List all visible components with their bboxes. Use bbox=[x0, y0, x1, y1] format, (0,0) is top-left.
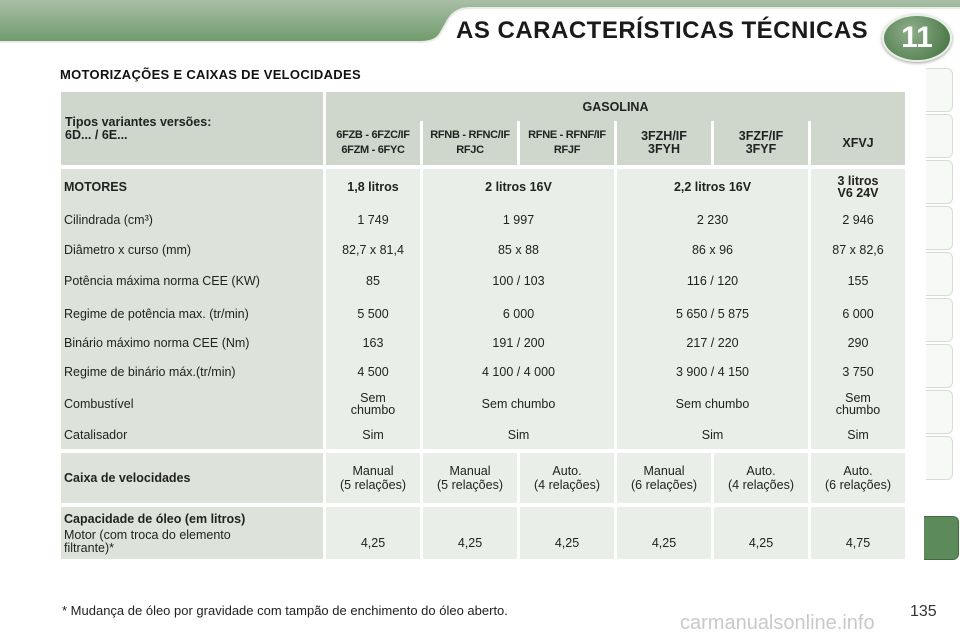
chapter-tab[interactable] bbox=[926, 160, 953, 204]
row-label: Regime de binário máx.(tr/min) bbox=[61, 356, 323, 387]
cell: 6 000 bbox=[423, 298, 614, 329]
row-label: Catalisador bbox=[61, 421, 323, 449]
cell: 85 x 88 bbox=[423, 235, 614, 264]
engine-size: 3 litros V6 24V bbox=[811, 169, 905, 205]
footnote: * Mudança de óleo por gravidade com tampão de enchimento do óleo aberto. bbox=[62, 603, 508, 618]
cell: 155 bbox=[811, 264, 905, 298]
engine-size: 2 litros 16V bbox=[423, 169, 614, 205]
engine-code: 3FZH/IF 3FYH bbox=[617, 121, 711, 165]
engine-size: 1,8 litros bbox=[326, 169, 420, 205]
cell: 100 / 103 bbox=[423, 264, 614, 298]
engine-code: XFVJ bbox=[811, 121, 905, 165]
chapter-badge: 11 bbox=[882, 14, 952, 62]
row-label: Diâmetro x curso (mm) bbox=[61, 235, 323, 264]
engines-label: MOTORES bbox=[61, 169, 323, 205]
table-row bbox=[61, 264, 905, 298]
table-row bbox=[61, 205, 905, 235]
oil-sublabel: Motor (com troca do elemento filtrante)* bbox=[64, 528, 231, 555]
page-number: 135 bbox=[910, 603, 937, 620]
chapter-tab[interactable] bbox=[926, 206, 953, 250]
cell: Sem chumbo bbox=[617, 387, 808, 421]
cell: 217 / 220 bbox=[617, 329, 808, 356]
cell: Sem chumbo bbox=[326, 387, 420, 421]
cell: 85 bbox=[326, 264, 420, 298]
engine-code: RFNB - RFNC/IF RFJC bbox=[423, 121, 517, 165]
oil-label: Capacidade de óleo (em litros) bbox=[64, 512, 246, 526]
cell: Auto. (6 relações) bbox=[811, 453, 905, 503]
cell: Manual (6 relações) bbox=[617, 453, 711, 503]
chapter-tab[interactable] bbox=[926, 298, 953, 342]
cell: Auto. (4 relações) bbox=[714, 453, 808, 503]
cell: 4 500 bbox=[326, 356, 420, 387]
fuel-group-header: GASOLINA bbox=[326, 92, 905, 121]
row-label: Binário máximo norma CEE (Nm) bbox=[61, 329, 323, 356]
cell: 5 650 / 5 875 bbox=[617, 298, 808, 329]
cell: Sim bbox=[811, 421, 905, 449]
chapter-tab[interactable] bbox=[926, 114, 953, 158]
cell: 82,7 x 81,4 bbox=[326, 235, 420, 264]
table-row bbox=[61, 356, 905, 387]
cell: Sim bbox=[617, 421, 808, 449]
section-title: MOTORIZAÇÕES E CAIXAS DE VELOCIDADES bbox=[60, 67, 361, 82]
table-row bbox=[61, 329, 905, 356]
table-row bbox=[61, 387, 905, 421]
cell: Manual (5 relações) bbox=[423, 453, 517, 503]
chapter-tab[interactable] bbox=[926, 252, 953, 296]
chapter-tab[interactable] bbox=[926, 390, 953, 434]
cell: 4,25 bbox=[520, 507, 614, 559]
gearbox-label: Caixa de velocidades bbox=[61, 453, 323, 503]
engine-code: 6FZB - 6FZC/IF 6FZM - 6FYC bbox=[326, 121, 420, 165]
cell: 290 bbox=[811, 329, 905, 356]
table-row bbox=[61, 421, 905, 449]
table-row bbox=[61, 235, 905, 264]
row-label: Cilindrada (cm³) bbox=[61, 205, 323, 235]
cell: 6 000 bbox=[811, 298, 905, 329]
chapter-tab[interactable] bbox=[926, 344, 953, 388]
chapter-tabs bbox=[926, 68, 960, 568]
cell: 163 bbox=[326, 329, 420, 356]
cell: Manual (5 relações) bbox=[326, 453, 420, 503]
cell: 87 x 82,6 bbox=[811, 235, 905, 264]
engine-code: RFNE - RFNF/IF RFJF bbox=[520, 121, 614, 165]
chapter-tab[interactable] bbox=[926, 436, 953, 480]
cell: 4,25 bbox=[617, 507, 711, 559]
cell: 2 946 bbox=[811, 205, 905, 235]
cell: 116 / 120 bbox=[617, 264, 808, 298]
cell: Sem chumbo bbox=[811, 387, 905, 421]
cell: 4,25 bbox=[423, 507, 517, 559]
row-label: Potência máxima norma CEE (KW) bbox=[61, 264, 323, 298]
cell: 4 100 / 4 000 bbox=[423, 356, 614, 387]
cell: Sim bbox=[423, 421, 614, 449]
cell: Sim bbox=[326, 421, 420, 449]
chapter-tab[interactable] bbox=[926, 68, 953, 112]
cell: 4,25 bbox=[714, 507, 808, 559]
cell: 191 / 200 bbox=[423, 329, 614, 356]
variants-label: Tipos variantes versões: 6D... / 6E... bbox=[61, 92, 323, 165]
table-row bbox=[61, 453, 905, 503]
table-row bbox=[61, 507, 905, 559]
row-label: Regime de potência max. (tr/min) bbox=[61, 298, 323, 329]
cell: 2 230 bbox=[617, 205, 808, 235]
engine-size: 2,2 litros 16V bbox=[617, 169, 808, 205]
chapter-tab-active[interactable] bbox=[924, 516, 959, 560]
cell: 4,75 bbox=[811, 507, 905, 559]
page-title: AS CARACTERÍSTICAS TÉCNICAS bbox=[456, 17, 869, 44]
cell: 3 900 / 4 150 bbox=[617, 356, 808, 387]
cell: 1 749 bbox=[326, 205, 420, 235]
cell: 86 x 96 bbox=[617, 235, 808, 264]
cell: Sem chumbo bbox=[423, 387, 614, 421]
spec-table bbox=[58, 92, 908, 559]
row-label: Combustível bbox=[61, 387, 323, 421]
oil-label-cell bbox=[61, 507, 323, 559]
cell: Auto. (4 relações) bbox=[520, 453, 614, 503]
cell: 1 997 bbox=[423, 205, 614, 235]
engine-code: 3FZF/IF 3FYF bbox=[714, 121, 808, 165]
cell: 3 750 bbox=[811, 356, 905, 387]
watermark: carmanualsonline.info bbox=[680, 612, 875, 634]
cell: 4,25 bbox=[326, 507, 420, 559]
cell: 5 500 bbox=[326, 298, 420, 329]
table-row bbox=[61, 298, 905, 329]
